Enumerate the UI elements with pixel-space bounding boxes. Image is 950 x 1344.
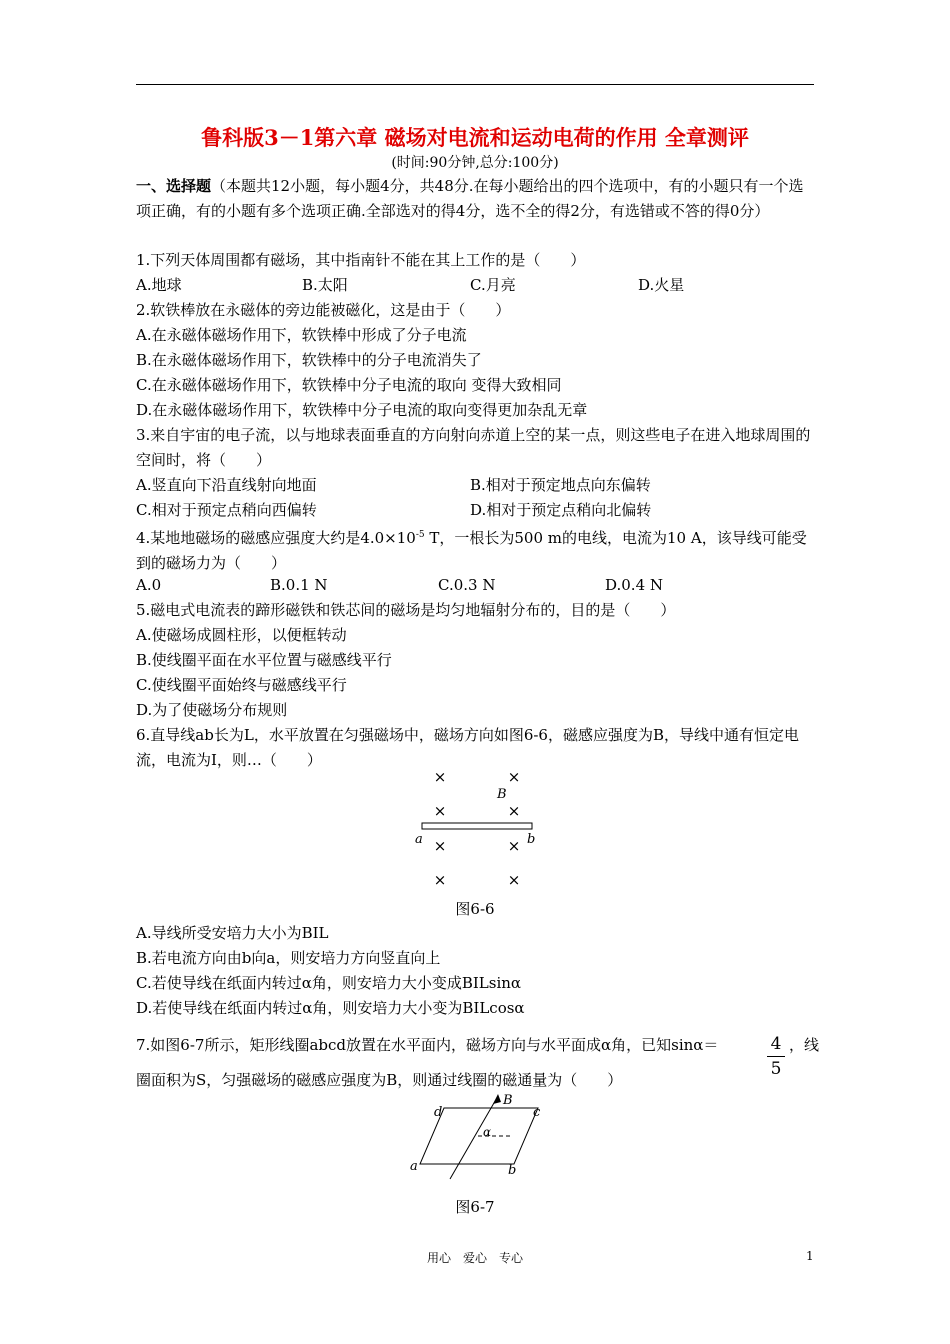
label-b: b: [527, 832, 536, 847]
q5-option-b: B.使线圈平面在水平位置与磁感线平行: [136, 651, 392, 669]
section-intro: [136, 174, 816, 224]
q1-option-c: C.月亮: [470, 276, 516, 294]
page-number: 1: [806, 1249, 814, 1263]
figure-6-7-caption: 图6-7: [455, 1198, 495, 1216]
header-rule: [136, 84, 814, 85]
q2-option-a: A.在永磁体磁场作用下，软铁棒中形成了分子电流: [136, 326, 467, 344]
page-title: 鲁科版3－1第六章 磁场对电流和运动电荷的作用 全章测评: [201, 125, 749, 150]
q3-stem: 3.来自宇宙的电子流，以与地球表面垂直的方向射向赤道上空的某一点，则这些电子在进入地球周围的空间时，将（ ）: [136, 426, 811, 469]
label-c: c: [533, 1105, 541, 1120]
q3-option-b: B.相对于预定地点向东偏转: [470, 476, 651, 494]
figure-6-7: [400, 1090, 560, 1180]
field-cross: ×: [507, 837, 521, 855]
field-cross: ×: [507, 871, 521, 889]
q1-option-d: D.火星: [638, 276, 685, 294]
q6-option-c: C.若使导线在纸面内转过α角，则安培力大小变成BILsinα: [136, 974, 522, 992]
page-subtitle: (时间:90分钟,总分:100分): [391, 155, 559, 171]
field-cross: ×: [433, 802, 447, 820]
q4-stem: [136, 523, 816, 576]
q3-option-d: D.相对于预定点稍向北偏转: [470, 501, 652, 519]
q3-option-c: C.相对于预定点稍向西偏转: [136, 501, 317, 519]
label-b: b: [508, 1163, 517, 1178]
q1-option-a: A.地球: [136, 276, 182, 294]
q5-stem: 5.磁电式电流表的蹄形磁铁和铁芯间的磁场是均匀地辐射分布的，目的是（ ）: [136, 601, 676, 619]
fraction-4-5: [767, 1034, 785, 1079]
q7-stem-post: ，线: [789, 1036, 820, 1054]
q2-option-d: D.在永磁体磁场作用下，软铁棒中分子电流的取向变得更加杂乱无章: [136, 401, 588, 419]
field-cross: ×: [507, 802, 521, 820]
field-cross: ×: [433, 871, 447, 889]
q4-stem-exponent: -5: [415, 530, 425, 540]
field-cross: ×: [507, 768, 521, 786]
q6-stem: 6.直导线ab长为L，水平放置在匀强磁场中，磁场方向如图6-6，磁感应强度为B，导线中通有恒定电流，电流为I，则…（ ）: [136, 726, 799, 769]
q5-option-a: A.使磁场成圆柱形，以便框转动: [136, 626, 347, 644]
q7-stem-line2: 圈面积为S，匀强磁场的磁感应强度为B，则通过线圈的磁通量为（ ）: [136, 1071, 623, 1089]
label-a: a: [415, 832, 423, 847]
q4-option-a: A.0: [136, 576, 162, 594]
label-alpha: α: [483, 1125, 492, 1139]
label-B: B: [503, 1093, 513, 1108]
q7-stem-pre: 7.如图6-7所示，矩形线圈abcd放置在水平面内，磁场方向与水平面成α角，已知sinα＝: [136, 1036, 719, 1054]
arrow-head-icon: [493, 1094, 501, 1104]
label-a: a: [410, 1159, 418, 1174]
q6-option-b: B.若电流方向由b向a，则安培力方向竖直向上: [136, 949, 441, 967]
q4-stem-pre: 4.某地地磁场的磁感应强度大约是4.0×10: [136, 529, 416, 547]
fraction-denominator: 5: [770, 1059, 782, 1079]
page-footer: 用心 爱心 专心: [426, 1251, 523, 1265]
section-heading: 一、选择题: [136, 177, 212, 195]
figure-6-6-caption: 图6-6: [455, 900, 495, 918]
q5-option-d: D.为了使磁场分布规则: [136, 701, 288, 719]
q2-stem: 2.软铁棒放在永磁体的旁边能被磁化，这是由于（ ）: [136, 301, 511, 319]
q2-option-b: B.在永磁体磁场作用下，软铁棒中的分子电流消失了: [136, 351, 482, 369]
field-cross: ×: [433, 768, 447, 786]
q3-option-a: A.竖直向下沿直线射向地面: [136, 476, 317, 494]
q4-stem-post: T，一根长为500 m的电线，电流为10 A，该导线可能受到的磁场力为（ ）: [136, 529, 807, 572]
q1-option-b: B.太阳: [302, 276, 348, 294]
q5-option-c: C.使线圈平面始终与磁感线平行: [136, 676, 347, 694]
q6-option-a: A.导线所受安培力大小为BIL: [136, 924, 329, 942]
q4-option-b: B.0.1 N: [270, 576, 328, 594]
q1-stem: 1.下列天体周围都有磁场，其中指南针不能在其上工作的是（ ）: [136, 251, 586, 269]
q6-option-d: D.若使导线在纸面内转过α角，则安培力大小变为BILcosα: [136, 999, 525, 1017]
q4-option-d: D.0.4 N: [605, 576, 664, 594]
label-B: B: [497, 787, 507, 802]
field-cross: ×: [433, 837, 447, 855]
figure-6-6: [400, 764, 560, 894]
wire-ab: [422, 823, 532, 829]
label-d: d: [434, 1105, 443, 1120]
q4-option-c: C.0.3 N: [438, 576, 496, 594]
q2-option-c: C.在永磁体磁场作用下，软铁棒中分子电流的取向 变得大致相同: [136, 376, 562, 394]
section-instructions: （本题共12小题，每小题4分，共48分.在每小题给出的四个选项中，有的小题只有一个选项正确，有的小题有多个选项正确.全部选对的得4分，选不全的得2分，有选错或不答的得0分）: [136, 177, 804, 220]
fraction-numerator: 4: [770, 1034, 782, 1054]
